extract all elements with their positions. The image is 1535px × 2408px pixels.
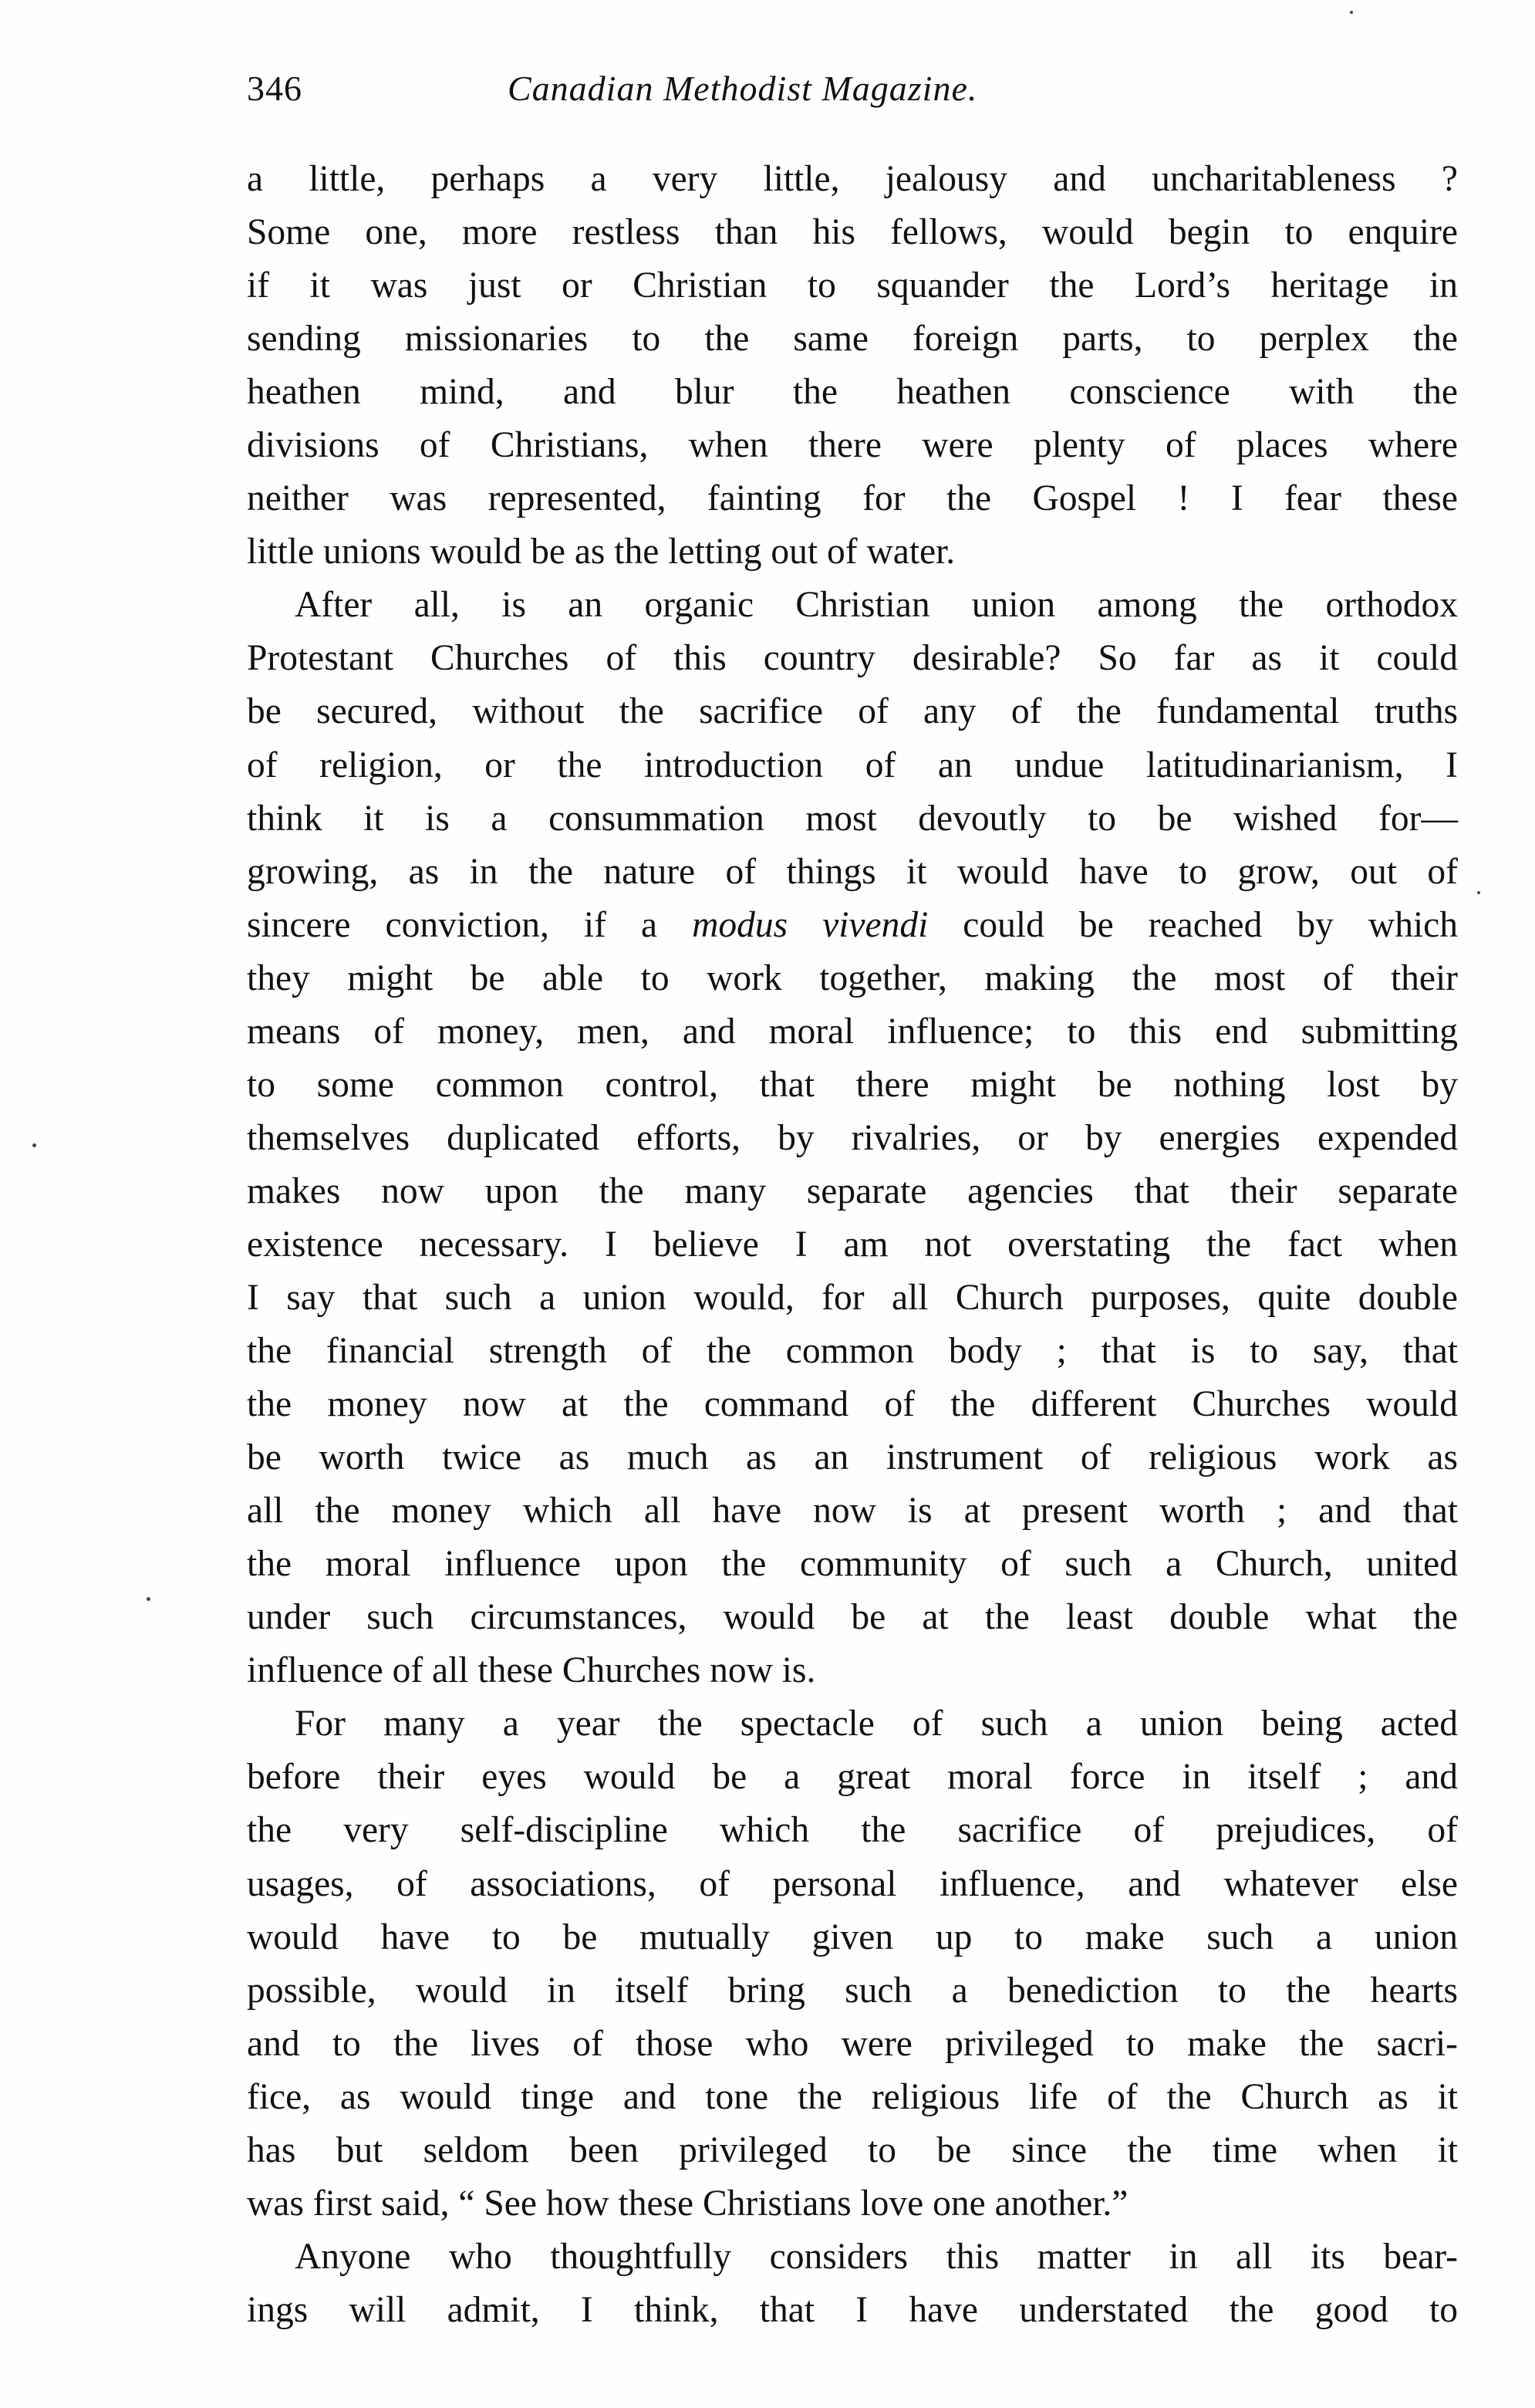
text-line: of religion, or the introduction of an undue latitudinarianism, I — [247, 745, 1458, 785]
text-line: heathen mind, and blur the heathen conscience with the — [247, 372, 1458, 413]
text-line: usages, of associations, of personal influence, and whatever else — [247, 1863, 1458, 1904]
paragraph — [247, 1697, 1458, 2230]
text-line: themselves duplicated efforts, by rivalries, or by energies expended — [247, 1117, 1458, 1158]
text-line: they might be able to work together, making the most of their — [247, 957, 1458, 998]
paragraph — [247, 2231, 1458, 2337]
text-line: the moral influence upon the community of such a Church, united — [247, 1544, 1458, 1585]
text-line: possible, would in itself bring such a benediction to the hearts — [247, 1970, 1458, 2011]
text-line: the very self-discipline which the sacrifice of prejudices, of — [247, 1810, 1458, 1851]
text-line: For many a year the spectacle of such a union being acted — [295, 1704, 1458, 1744]
scan-speck — [147, 1597, 150, 1601]
text-line: I say that such a union would, for all Church purposes, quite double — [247, 1277, 1458, 1318]
text-line: the financial strength of the common body ; that is to say, that — [247, 1331, 1458, 1372]
text-line: and to the lives of those who were privileged to make the sacri- — [247, 2023, 1458, 2064]
scan-speck — [1350, 11, 1353, 14]
text-line: was first said, “ See how these Christians love one another.” — [247, 2183, 1128, 2224]
text-line: makes now upon the many separate agencies that their separate — [247, 1170, 1458, 1211]
text-line: a little, perhaps a very little, jealousy and uncharitableness ? — [247, 159, 1458, 199]
page-number: 346 — [247, 69, 302, 108]
text-line: would have to be mutually given up to make such a union — [247, 1917, 1458, 1957]
text-line: neither was represented, fainting for the Gospel ! I fear these — [247, 478, 1458, 519]
scan-speck — [32, 1143, 36, 1147]
text-line: has but seldom been privileged to be since the time when it — [247, 2129, 1458, 2170]
text-line: sincere conviction, if a modus vivendi could be reached by which — [247, 904, 1458, 945]
text-line: the money now at the command of the different Churches would — [247, 1384, 1458, 1425]
scan-speck — [1477, 891, 1480, 894]
body-text — [247, 153, 1458, 2337]
text-line: fice, as would tinge and tone the religious life of the Church as it — [247, 2076, 1458, 2117]
text-line: Anyone who thoughtfully considers this matter in all its bear- — [295, 2236, 1458, 2277]
text-line: ings will admit, I think, that I have understated the good to — [247, 2289, 1458, 2330]
running-header — [247, 68, 1458, 122]
text-line: existence necessary. I believe I am not overstating the fact when — [247, 1224, 1458, 1265]
text-line: means of money, men, and moral influence; to this end submitting — [247, 1011, 1458, 1052]
text-line: Some one, more restless than his fellows, would begin to enquire — [247, 212, 1458, 253]
text-line: before their eyes would be a great moral force in itself ; and — [247, 1757, 1458, 1798]
text-line: to some common control, that there might be nothing lost by — [247, 1064, 1458, 1105]
paragraph — [247, 579, 1458, 1697]
paragraph — [247, 153, 1458, 579]
text-line: under such circumstances, would be at the least double what the — [247, 1597, 1458, 1638]
text-line: little unions would be as the letting out of water. — [247, 532, 956, 572]
text-line: After all, is an organic Christian union among the orthodox — [295, 585, 1458, 626]
text-line: Protestant Churches of this country desirable? So far as it could — [247, 638, 1458, 679]
text-line: growing, as in the nature of things it would have to grow, out of — [247, 851, 1458, 892]
text-line: be worth twice as much as an instrument of religious work as — [247, 1437, 1458, 1478]
text-line: all the money which all have now is at present worth ; and that — [247, 1491, 1458, 1532]
running-title: Canadian Methodist Magazine. — [508, 69, 978, 108]
text-line: influence of all these Churches now is. — [247, 1650, 816, 1691]
text-line: think it is a consummation most devoutly to be wished for— — [247, 798, 1458, 839]
italic-phrase: modus vivendi — [692, 904, 929, 945]
text-line: sending missionaries to the same foreign parts, to perplex the — [247, 319, 1458, 360]
text-line: if it was just or Christian to squander the Lord’s heritage in — [247, 265, 1458, 306]
text-line: divisions of Christians, when there were plenty of places where — [247, 425, 1458, 466]
text-line: be secured, without the sacrifice of any of the fundamental truths — [247, 691, 1458, 732]
